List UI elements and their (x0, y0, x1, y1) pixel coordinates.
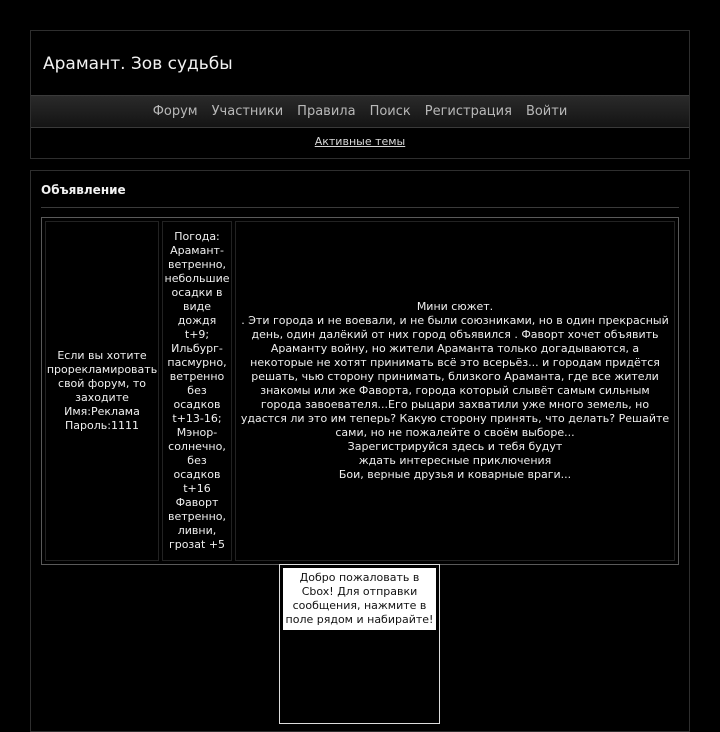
announcement-table (41, 217, 679, 565)
nav-rules[interactable]: Правила (297, 104, 356, 119)
active-topics-bar (31, 135, 689, 148)
cbox-welcome-message: Добро пожаловать в Cbox! Для отправки сообщения, нажмите в поле рядом и набирайте! (283, 568, 436, 630)
nav-search[interactable]: Поиск (369, 104, 411, 119)
nav-forum[interactable]: Форум (152, 104, 198, 119)
ad-text: Если вы хотите прорекламировать свой форум, то заходите Имя:Реклама Пароль:1111 (46, 349, 158, 432)
cbox-chat[interactable] (279, 564, 440, 724)
site-title: Арамант. Зов судьбы (43, 54, 233, 74)
announcement-title: Объявление (41, 183, 126, 197)
divider (41, 207, 679, 208)
weather-text: Погода: Арамант- ветренно, небольшие осадки в виде дождя t+9; Ильбург- пасмурно, ветренно без осадков t+13-16; Мэнор- солнечно, без осадков t+16 Фаворт ветренно, ливни, грозаt +5 (164, 230, 230, 551)
weather-cell (162, 221, 232, 561)
nav-login[interactable]: Войти (525, 104, 568, 119)
navbar (31, 95, 689, 128)
header-box (30, 30, 690, 159)
plot-cell (235, 221, 675, 561)
nav-members[interactable]: Участники (211, 104, 284, 119)
ad-cell (45, 221, 159, 561)
nav-register[interactable]: Регистрация (424, 104, 512, 119)
plot-text: Мини сюжет. . Эти города и не воевали, и не были союзниками, но в один прекрасный день, один далёкий от них город объявился . Фаворт хочет объявить Араманту войну, но жители Араманта только догадываются, а некоторые не хотят принимать всё это всерьёз... и городам придётся решать, чью сторону принимать, близкого Араманта, где все жители знакомы или же Фаворта, города который слывёт самым сильным города завоевателя...Его рыцари захватили уже много земель, но удастся ли это им теперь? Какую сторону принять, что делать? Решайте сами, но не пожалейте о своём выборе... Зарегистрируйся здесь и тебя будут ждать интересные приключения Бои, верные друзья и коварные враги... (240, 300, 670, 481)
active-topics-link[interactable]: Активные темы (314, 135, 406, 148)
